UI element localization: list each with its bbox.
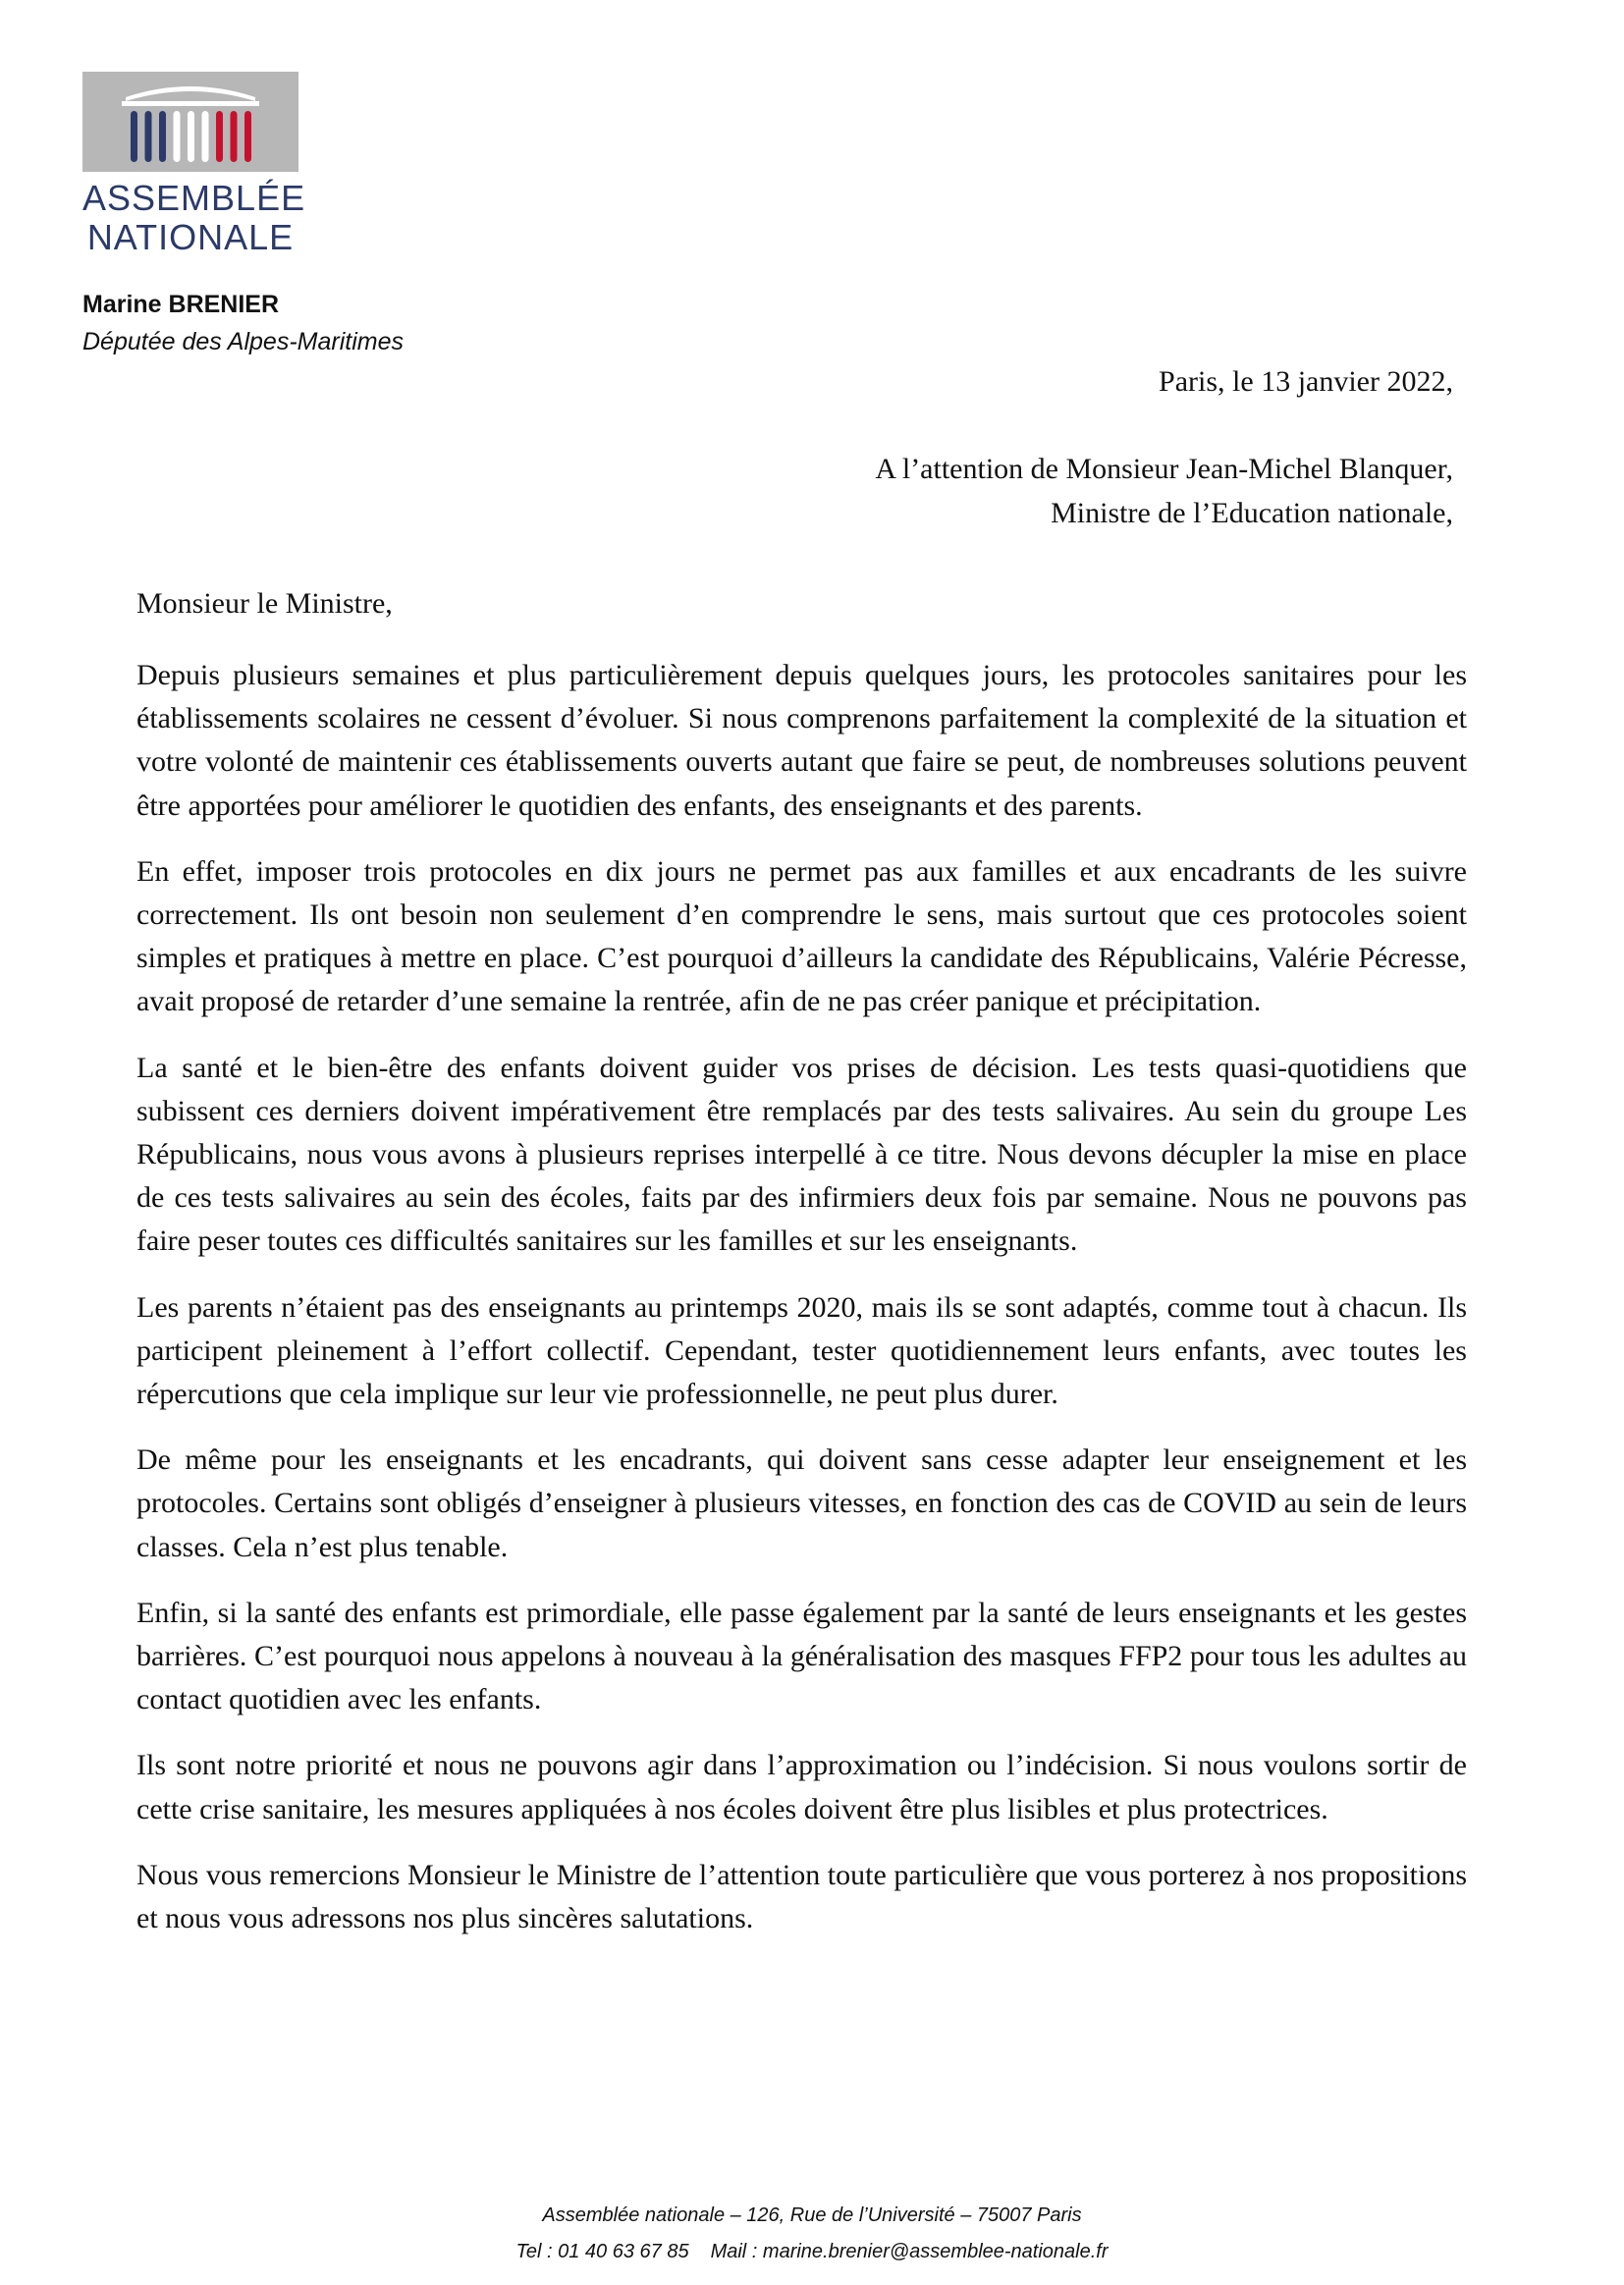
footer-contact	[0, 2234, 1624, 2270]
sender-name: Marine BRENIER	[82, 291, 280, 318]
body-paragraph: Depuis plusieurs semaines et plus particulièrement depuis quelques jours, les protocoles sanitaires pour les établissements scolaires ne cessent d’évoluer. Si nous comprenons parfaitement la complexité de la situation et votre volonté de maintenir ces établissements ouverts autant que faire se peut, de nombreuses solutions peuvent être apportées pour améliorer le quotidien des enfants, des enseignants et des parents.	[136, 659, 1467, 822]
assemblee-nationale-logo	[82, 72, 306, 265]
logo-column	[216, 111, 223, 162]
logo-column	[131, 111, 137, 162]
body-paragraph: De même pour les enseignants et les encadrants, qui doivent sans cesse adapter leur enseignement et les protocoles. Certains sont obligés d’enseigner à plusieurs vitesses, en fonction des cas de COVID au sein de leurs classes. Cela n’est plus tenable.	[136, 1443, 1467, 1563]
sender-role: Députée des Alpes-Maritimes	[82, 328, 404, 355]
body-paragraph: Enfin, si la santé des enfants est primordiale, elle passe également par la santé de leurs enseignants et les gestes barrières. C’est pourquoi nous appelons à nouveau à la généralisation des masques FFP2 pour tous les adultes au contact quotidien avec les enfants.	[136, 1596, 1467, 1716]
recipient-line: Ministre de l’Education nationale,	[1051, 497, 1453, 529]
logo-column	[202, 111, 209, 162]
logo-column	[174, 111, 181, 162]
logo-column	[145, 111, 152, 162]
logo-column	[159, 111, 166, 162]
letter-body	[136, 654, 1467, 1963]
body-paragraph: La santé et le bien-être des enfants doivent guider vos prises de décision. Les tests quasi-quotidiens que subissent ces derniers doivent impérativement être remplacés par des tests salivaires. Au sein du groupe Les Républicains, nous vous avons à plusieurs reprises interpellé à ce titre. Nous devons décupler la mise en place de ces tests salivaires au sein des écoles, faits par des infirmiers deux fois par semaine. Nous ne pouvons pas faire peser toutes ces difficultés sanitaires sur les familles et sur les enseignants.	[136, 1051, 1467, 1258]
footer-email: Mail : marine.brenier@assemblee-nationale.fr	[710, 2241, 1109, 2262]
body-paragraph: En effet, imposer trois protocoles en dix jours ne permet pas aux familles et aux encadrants de les suivre correctement. Ils ont besoin non seulement d’en comprendre le sens, mais surtout que ces protocoles soient simples et pratiques à mettre en place. C’est pourquoi d’ailleurs la candidate des Républicains, Valérie Pécresse, avait proposé de retarder d’une semaine la rentrée, afin de ne pas créer panique et précipitation.	[136, 854, 1467, 1018]
recipient-line: A l’attention de Monsieur Jean-Michel Blanquer,	[875, 453, 1453, 485]
logo-emblem	[82, 72, 298, 172]
logo-column	[244, 111, 251, 162]
body-paragraph: Les parents n’étaient pas des enseignants au printemps 2020, mais ils se sont adaptés, comme tout à chacun. Ils participent pleinement à l’effort collectif. Cependant, tester quotidiennement leurs enfants, avec toutes les répercutions que cela implique sur leur vie professionnelle, ne peut plus durer.	[136, 1290, 1467, 1411]
salutation: Monsieur le Ministre,	[136, 587, 393, 620]
logo-text-line2: NATIONALE	[86, 217, 295, 257]
body-paragraph: Ils sont notre priorité et nous ne pouvons agir dans l’approximation ou l’indécision. Si nous voulons sortir de cette crise sanitaire, les mesures appliquées à nos écoles doivent être plus lisibles et plus protectrices.	[136, 1749, 1467, 1825]
footer-phone: Tel : 01 40 63 67 85	[515, 2241, 689, 2262]
logo-column	[188, 111, 194, 162]
footer-address: Assemblée nationale – 126, Rue de l’Université – 75007 Paris	[542, 2204, 1082, 2226]
page-footer	[0, 2198, 1624, 2270]
logo-text-line1: ASSEMBLÉE	[82, 178, 306, 218]
recipient-block	[875, 447, 1453, 535]
letter-date: Paris, le 13 janvier 2022,	[1159, 365, 1453, 398]
logo-column	[231, 111, 238, 162]
hemicycle-icon	[82, 72, 298, 172]
body-paragraph: Nous vous remercions Monsieur le Ministre de l’attention toute particulière que vous porterez à nos propositions et nous vous adressons nos plus sincères salutations.	[136, 1858, 1467, 1935]
